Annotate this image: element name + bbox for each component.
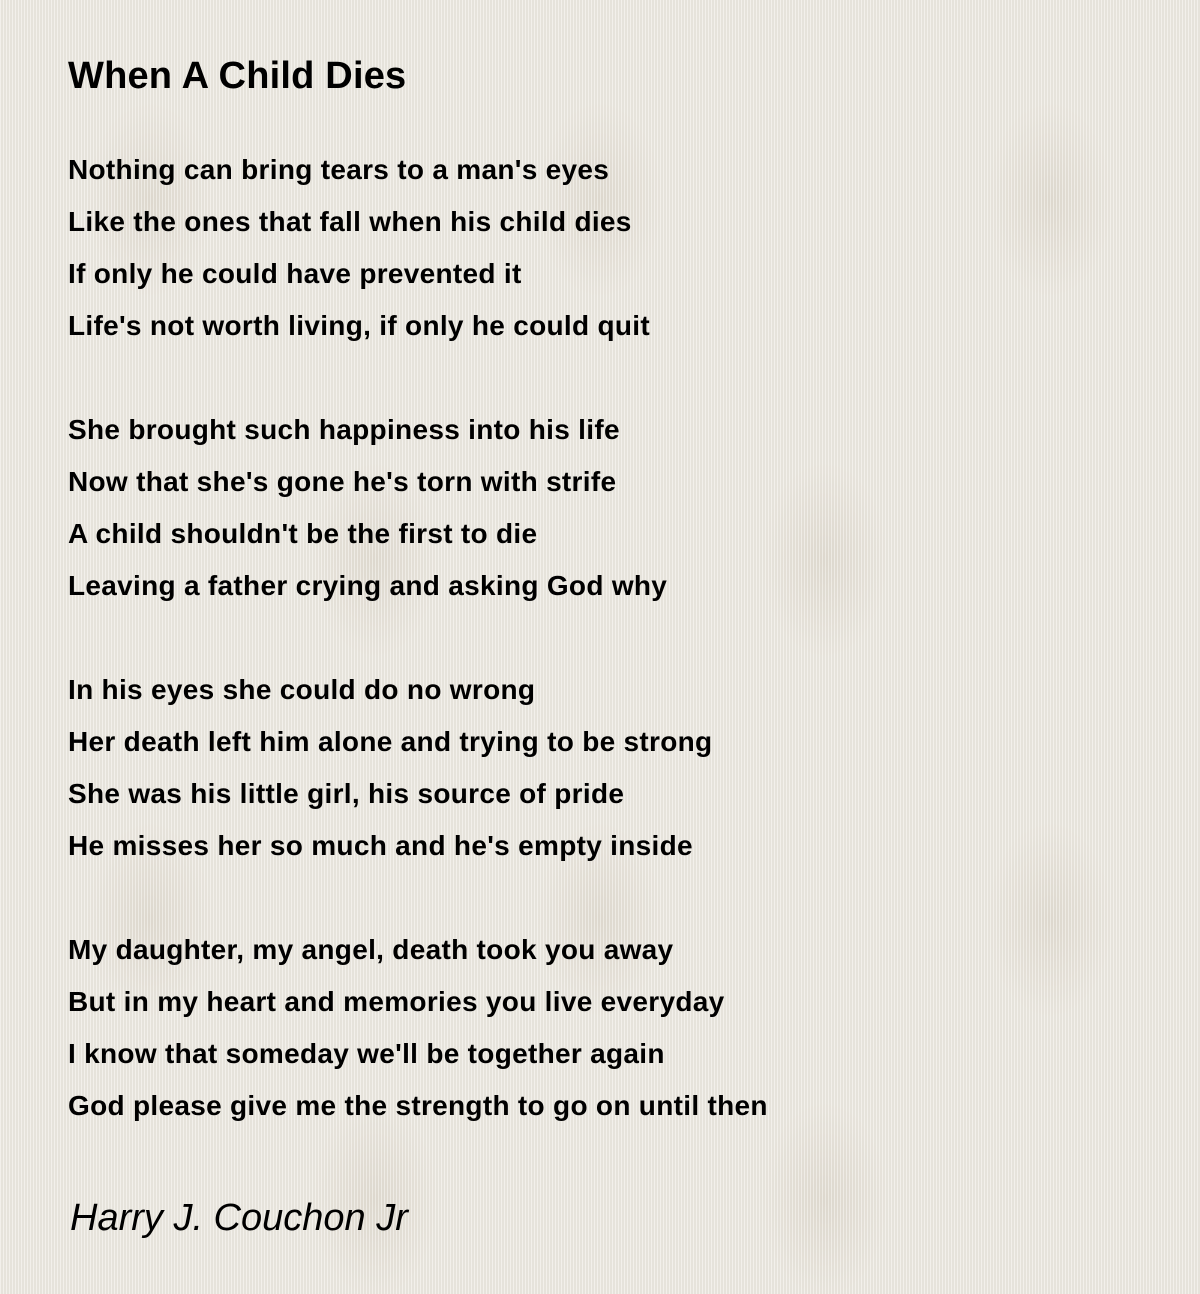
stanza-3 [68, 664, 1148, 872]
poem-line: In his eyes she could do no wrong [68, 674, 536, 705]
poem-line: She brought such happiness into his life [68, 414, 620, 445]
poem-author: Harry J. Couchon Jr [70, 1197, 408, 1239]
poem-line: A child shouldn't be the first to die [68, 518, 538, 549]
poem-line: I know that someday we'll be together again [68, 1038, 665, 1069]
poem-line: Life's not worth living, if only he could quit [68, 310, 650, 341]
poem-line: Her death left him alone and trying to be strong [68, 726, 713, 757]
poem-title: When A Child Dies [68, 55, 407, 97]
stanza-1 [68, 144, 1148, 352]
stanza-4 [68, 924, 1148, 1132]
poem-line: God please give me the strength to go on until then [68, 1090, 768, 1121]
poem-line: But in my heart and memories you live everyday [68, 986, 725, 1017]
poem-line: Like the ones that fall when his child dies [68, 206, 632, 237]
poem-line: Nothing can bring tears to a man's eyes [68, 154, 610, 185]
poem-line: Leaving a father crying and asking God why [68, 570, 668, 601]
poem-line: Now that she's gone he's torn with strife [68, 466, 617, 497]
poem-line: If only he could have prevented it [68, 258, 522, 289]
poem-container [68, 52, 1148, 1184]
poem-line: He misses her so much and he's empty inside [68, 830, 693, 861]
stanza-2 [68, 404, 1148, 612]
poem-line: My daughter, my angel, death took you away [68, 934, 674, 965]
poem-line: She was his little girl, his source of pride [68, 778, 625, 809]
